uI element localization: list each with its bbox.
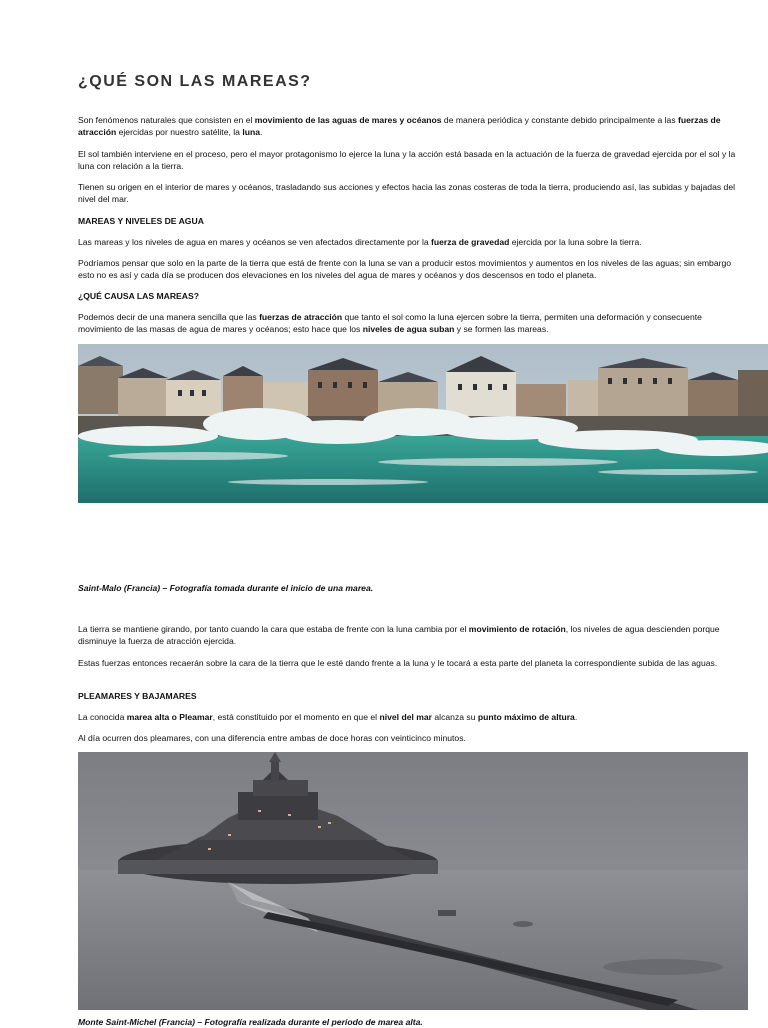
bold-run: fuerzas de atracción — [78, 115, 721, 137]
text-run: de manera periódica y constante debido principalmente a las — [441, 115, 679, 125]
text-run: Podemos decir de una manera sencilla que las — [78, 312, 260, 322]
mont-saint-michel-photo — [78, 752, 748, 1010]
paragraph-causes — [78, 311, 740, 335]
text-run: La conocida — [78, 712, 127, 722]
saint-malo-photo — [78, 344, 768, 503]
small-rock — [438, 910, 456, 916]
text-run: . — [574, 712, 578, 722]
bold-run: fuerzas de atracción — [259, 312, 343, 322]
text-run: y se formen las mareas. — [454, 324, 549, 334]
text-run: ejercidas por nuestro satélite, la — [116, 127, 243, 137]
text-run: alcanza su — [432, 712, 478, 722]
text-run: Son fenómenos naturales que consisten en el — [78, 115, 255, 125]
paragraph-gravity — [78, 236, 740, 248]
small-rock — [513, 921, 533, 927]
paragraph-sun: El sol también interviene en el proceso, pero el mayor protagonismo lo ejerce la luna y la acción está basada en la actuación de la fuerza de gravedad ejercida por el sol y la luna con relación a la tierra. — [78, 149, 736, 171]
paragraph-elevations: Podríamos pensar que solo en la parte de la tierra que está de frente con la luna se van a producir estos movimientos y aumentos en los niveles de las aguas; sin embargo esto no es así y cada día se producen dos elevaciones en los niveles del agua de mares y océanos y dos descensos en todo el planeta. — [78, 258, 732, 280]
text-run: La tierra se mantiene girando, por tanto cuando la cara que estaba de frente con la luna cambia por el — [78, 624, 469, 634]
text-run: , los niveles de agua descienden porque disminuye la fuerza de atracción ejercida. — [78, 624, 720, 646]
bold-run: movimiento de rotación — [468, 624, 566, 634]
mont-saint-michel-illustration — [78, 752, 748, 1010]
paragraph-pleamar — [78, 711, 740, 723]
bold-run: nivel del mar — [379, 712, 433, 722]
bold-run: fuerza de gravedad — [431, 237, 510, 247]
sandbank — [603, 959, 723, 975]
text-run: ejercida por la luna sobre la tierra. — [509, 237, 642, 247]
heading-mareas-niveles: MAREAS Y NIVELES DE AGUA — [78, 216, 204, 226]
paragraph-forces: Estas fuerzas entonces recaerán sobre la cara de la tierra que le esté dando frente a la luna y le tocará a esta parte del planeta la correspondiente subida de las aguas. — [78, 658, 718, 668]
caption-mont-saint-michel: Monte Saint-Michel (Francia) – Fotografía realizada durante el período de marea alta. — [78, 1017, 423, 1027]
heading-pleamares: PLEAMARES Y BAJAMARES — [78, 691, 197, 701]
paragraph-origin: Tienen su origen en el interior de mares y océanos, trasladando sus acciones y efectos hacia las zonas costeras de toda la tierra, produciendo así, las subidas y bajadas del nivel del mar. — [78, 182, 736, 204]
paragraph-rotation — [78, 623, 740, 647]
text-run: . — [260, 127, 263, 137]
text-run: que tanto el sol como la luna ejercen sobre la tierra, permiten una deformación y consecuente movimiento de las masas de agua de mares y océanos; esto hace que los — [78, 312, 702, 334]
caption-saint-malo: Saint-Malo (Francia) – Fotografía tomada durante el inicio de una marea. — [78, 583, 374, 593]
text-run: , está constituido por el momento en que el — [212, 712, 380, 722]
heading-que-causa: ¿QUÉ CAUSA LAS MAREAS? — [78, 291, 199, 301]
saint-malo-illustration — [78, 344, 768, 503]
text-run: Las mareas y los niveles de agua en mares y océanos se ven afectados directamente por la — [78, 237, 432, 247]
bold-run: niveles de agua suban — [362, 324, 455, 334]
page-title: ¿QUÉ SON LAS MAREAS? — [78, 73, 312, 90]
bold-run: punto máximo de altura — [477, 712, 575, 722]
bold-run: luna — [242, 127, 260, 137]
paragraph-definition — [78, 114, 740, 138]
bold-run: movimiento de las aguas de mares y océanos — [254, 115, 442, 125]
paragraph-two-pleamares: Al día ocurren dos pleamares, con una diferencia entre ambas de doce horas con veinticinco minutos. — [78, 733, 466, 743]
bold-run: marea alta o Pleamar — [126, 712, 213, 722]
